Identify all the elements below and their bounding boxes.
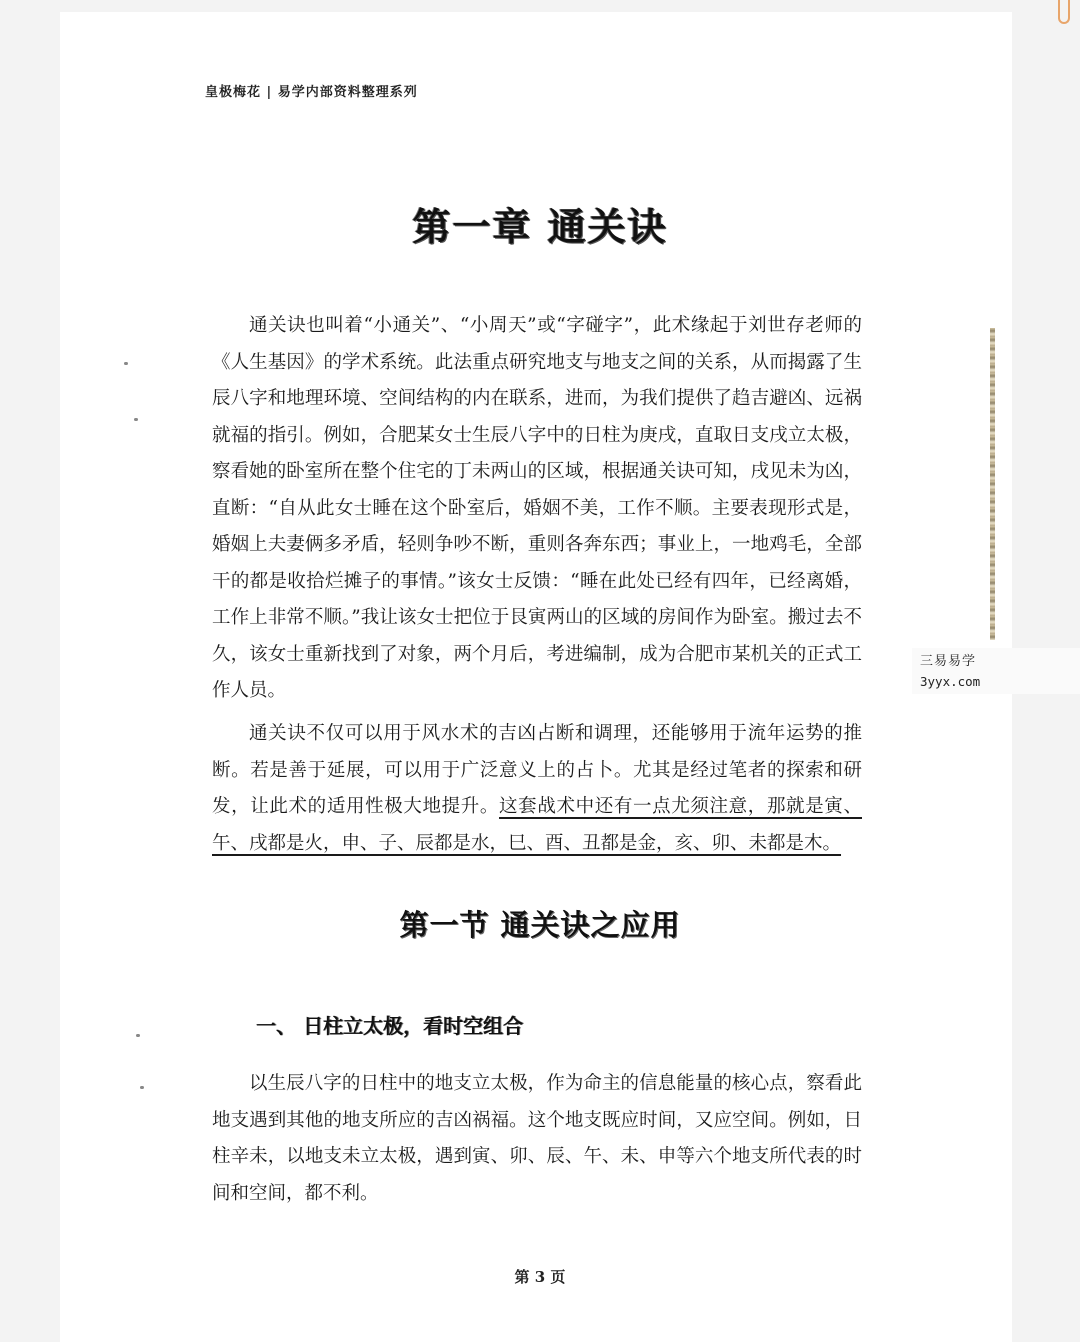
watermark-name: 三易易学 xyxy=(920,654,977,669)
body-paragraph-2 xyxy=(212,716,862,862)
paragraph-2-underlined-text: 这套战术中还有一点尤须注意，那就是寅、午、戌都是火，申、子、辰都是水，巳、酉、丑都是金，亥、卯、未都是木。 xyxy=(212,796,862,854)
paragraph-2-text: 通关诀不仅可以用于风水术的吉凶占断和调理，还能够用于流年运势的推断。若是善于延展，可以用于广泛意义上的占卜。尤其是经过笔者的探索和研发，让此术的适用性极大地提升。 xyxy=(212,723,862,817)
watermark xyxy=(912,648,1080,694)
scan-speck xyxy=(134,418,138,421)
subsection-title: 一、 日柱立太极，看时空组合 xyxy=(256,1014,523,1038)
page-number: 第 3 页 xyxy=(514,1268,566,1286)
corner-mark xyxy=(1058,0,1070,24)
watermark-url: 3yyx.com xyxy=(920,674,981,689)
body-paragraph-1: 通关诀也叫着“小通关”、“小周天”或“字碰字”，此术缘起于刘世存老师的《人生基因》的学术系统。此法重点研究地支与地支之间的关系，从而揭露了生辰八字和地理环境、空间结构的内在联系，进而，为我们提供了趋吉避凶、远祸就福的指引。例如，合肥某女士生辰八字中的日柱为庚戌，直取日支戌立太极，察看她的卧室所在整个住宅的丁未两山的区域，根据通关诀可知，戌见未为凶，直断：“自从此女士睡在这个卧室后，婚姻不美，工作不顺。主要表现形式是，婚姻上夫妻俩多矛盾，轻则争吵不断，重则各奔东西；事业上，一地鸡毛，全部干的都是收拾烂摊子的事情。”该女士反馈：“睡在此处已经有四年，已经离婚，工作上非常不顺。”我让该女士把位于艮寅两山的区域的房间作为卧室。搬过去不久，该女士重新找到了对象，两个月后，考进编制，成为合肥市某机关的正式工作人员。 xyxy=(212,315,862,701)
scan-speck xyxy=(136,1034,140,1037)
binding-edge xyxy=(990,328,995,640)
running-head: 皇极梅花 | 易学内部资料整理系列 xyxy=(205,85,418,100)
scan-speck xyxy=(124,362,128,365)
scan-speck xyxy=(140,1086,144,1089)
chapter-title: 第一章 通关诀 xyxy=(412,204,668,249)
section-title: 第一节 通关诀之应用 xyxy=(399,908,681,942)
body-paragraph-3: 以生辰八字的日柱中的地支立太极，作为命主的信息能量的核心点，察看此地支遇到其他的地支所应的吉凶祸福。这个地支既应时间，又应空间。例如，日柱辛未，以地支未立太极，遇到寅、卯、辰、午、未、申等六个地支所代表的时间和空间，都不利。 xyxy=(212,1073,862,1204)
